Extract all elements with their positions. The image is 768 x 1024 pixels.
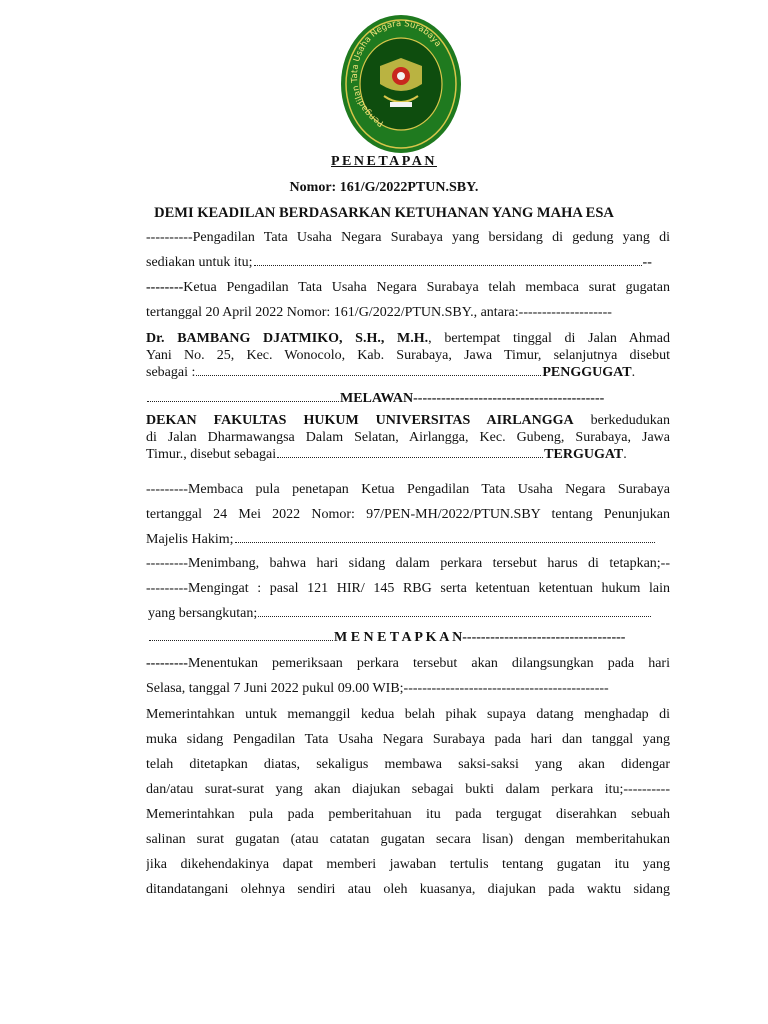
dot-leader — [235, 541, 655, 543]
body-text: . — [623, 447, 627, 462]
plaintiff-name: Dr. BAMBANG DJATMIKO, S.H., M.H. — [146, 331, 429, 346]
body-line: Yani No. 25, Kec. Wonocolo, Kab. Surabaya, Jawa Timur, selanjutnya disebut — [146, 348, 670, 363]
body-line: ditandatangani olehnya sendiri atau oleh kuasanya, diajukan pada waktu sidang — [146, 882, 670, 897]
body-text: sediakan untuk itu; — [146, 255, 253, 270]
body-line — [146, 331, 670, 347]
body-text: , bertempat tinggal di Jalan Ahmad — [428, 331, 670, 346]
body-text: sebagai : — [146, 365, 196, 380]
body-text: . — [631, 365, 636, 380]
versus-heading: MELAWAN — [340, 391, 414, 406]
defendant-name: DEKAN FAKULTAS HUKUM UNIVERSITAS AIRLANGGA — [146, 413, 574, 428]
body-text: yang bersangkutan; — [148, 606, 258, 621]
decision-heading: M E N E T A P K A N — [334, 630, 463, 645]
body-line: tertanggal 20 April 2022 Nomor: 161/G/2022/PTUN.SBY., antara:-------------------- — [146, 305, 612, 320]
document-invocation: DEMI KEADILAN BERDASARKAN KETUHANAN YANG MAHA ESA — [154, 205, 614, 221]
body-text: ----------------------------------- — [462, 630, 626, 645]
body-line — [146, 413, 670, 429]
document-number: Nomor: 161/G/2022PTUN.SBY. — [289, 180, 479, 195]
body-line: tertanggal 24 Mei 2022 Nomor: 97/PEN-MH/2022/PTUN.SBY tentang Penunjukan — [146, 507, 670, 522]
dot-leader — [277, 456, 543, 458]
seal-ring-text: Pengadilan Tata Usaha Negara Surabaya — [350, 18, 443, 129]
body-line: dan/atau surat-surat yang akan diajukan sebagai bukti dalam perkara itu;---------- — [146, 782, 670, 797]
body-line — [146, 532, 670, 548]
body-text: Menentukan pemeriksaan perkara tersebut akan dilangsungkan pada hari — [187, 656, 670, 671]
body-line — [146, 391, 670, 407]
dot-leader — [149, 639, 333, 641]
body-line: ----------Pengadilan Tata Usaha Negara Surabaya yang bersidang di gedung yang di — [146, 230, 670, 245]
body-line: ---------Menimbang, bahwa hari sidang dalam perkara tersebut harus di tetapkan;-- — [146, 556, 670, 571]
body-text: --------- — [146, 656, 188, 671]
dot-leader — [196, 374, 541, 376]
body-line: telah ditetapkan diatas, sekaligus membawa saksi-saksi yang akan didengar — [146, 757, 670, 772]
dot-leader — [147, 400, 339, 402]
body-line: di Jalan Dharmawangsa Dalam Selatan, Airlangga, Kec. Gubeng, Surabaya, Jawa — [146, 430, 670, 445]
body-line — [148, 606, 672, 622]
body-text: -------- — [146, 280, 184, 295]
body-text: Ketua Pengadilan Tata Usaha Negara Surabaya telah membaca surat gugatan — [183, 280, 670, 295]
plaintiff-role: PENGGUGAT — [542, 365, 632, 380]
document-title: PENETAPAN — [331, 154, 437, 169]
body-text: Majelis Hakim; — [146, 532, 234, 547]
body-line — [146, 447, 670, 463]
body-line: salinan surat gugatan (atau catatan gugatan secara lisan) dengan memberitahukan — [146, 832, 670, 847]
body-line — [148, 630, 672, 646]
body-line: Memerintahkan untuk memanggil kedua belah pihak supaya datang menghadap di — [146, 707, 670, 722]
body-line — [146, 365, 670, 381]
body-text: ----------------------------------------- — [413, 391, 605, 406]
body-line — [146, 280, 670, 296]
court-seal-logo — [340, 14, 462, 154]
body-line: Memerintahkan pula pada pemberitahuan itu pada tergugat diserahkan sebuah — [146, 807, 670, 822]
body-line: ---------Mengingat : pasal 121 HIR/ 145 RBG serta ketentuan ketentuan hukum lain — [146, 581, 670, 596]
body-line — [146, 656, 670, 672]
body-line: Selasa, tanggal 7 Juni 2022 pukul 09.00 WIB;-------------------------------------------- — [146, 681, 609, 696]
body-line — [146, 255, 670, 271]
defendant-role: TERGUGAT — [544, 447, 624, 462]
body-text: -- — [642, 255, 652, 270]
dot-leader — [258, 615, 651, 617]
body-line: muka sidang Pengadilan Tata Usaha Negara Surabaya pada hari dan tanggal yang — [146, 732, 670, 747]
dot-leader — [254, 264, 642, 266]
body-line: ---------Membaca pula penetapan Ketua Pengadilan Tata Usaha Negara Surabaya — [146, 482, 670, 497]
body-text: berkedudukan — [573, 413, 670, 428]
body-text: Timur., disebut sebagai — [146, 447, 277, 462]
body-line: jika dikehendakinya dapat memberi jawaban tertulis tentang gugatan itu yang — [146, 857, 670, 872]
